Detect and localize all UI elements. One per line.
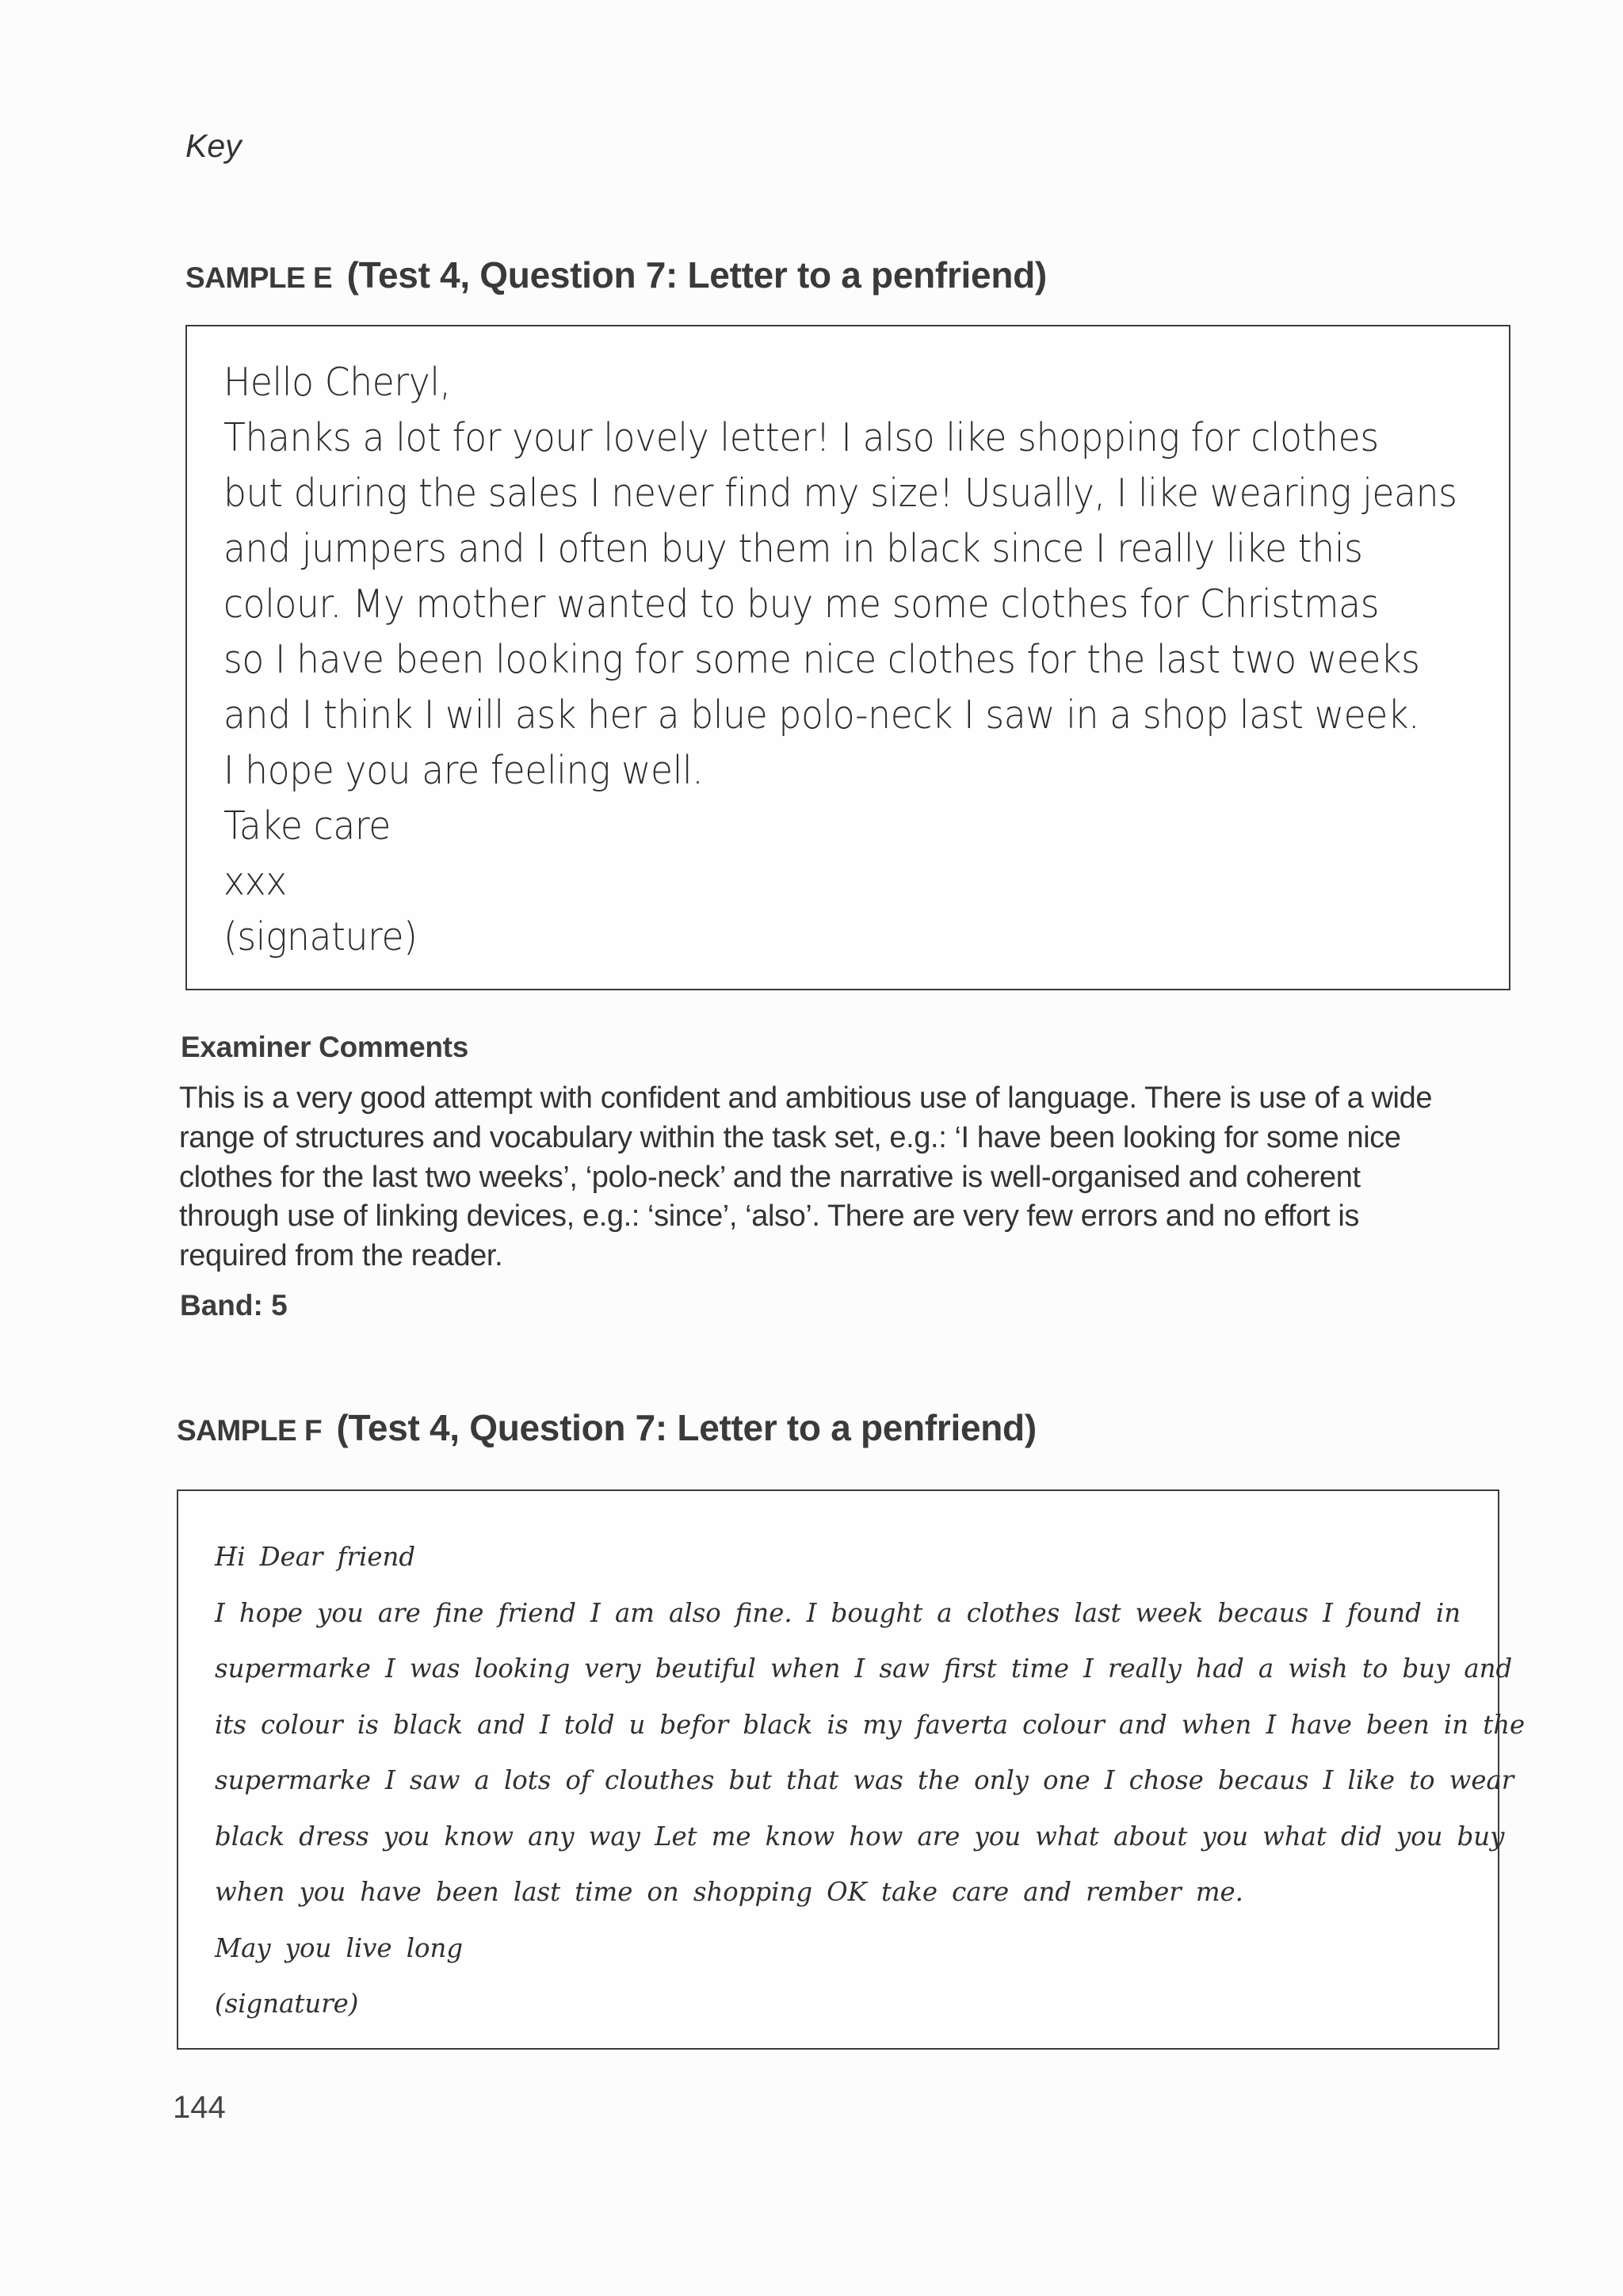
letter-line: its colour is black and I told u befor black is my faverta colour and when I have been in the	[215, 1708, 1526, 1740]
sample-f-title: (Test 4, Question 7: Letter to a penfriend)	[336, 1407, 1037, 1448]
comment-line: This is a very good attempt with confident and ambitious use of language. There is use of a wide	[179, 1081, 1433, 1115]
comment-line: required from the reader.	[179, 1239, 503, 1273]
sample-e-heading	[185, 251, 1047, 308]
letter-line: supermarke I saw a lots of clouthes but that was the only one I chose becaus I like to wear	[215, 1764, 1514, 1795]
comment-line: clothes for the last two weeks’, ‘polo-neck’ and the narrative is well-organised and coherent	[179, 1160, 1361, 1194]
letter-line: black dress you know any way Let me know how are you what about you what did you buy	[215, 1820, 1505, 1852]
sample-e-letter-text	[223, 355, 1457, 965]
comment-line: range of structures and vocabulary within the task set, e.g.: ‘I have been looking for some nice	[179, 1120, 1401, 1154]
comment-line: through use of linking devices, e.g.: ‘since’, ‘also’. There are very few errors and no effort is	[179, 1199, 1360, 1234]
sample-e-title: (Test 4, Question 7: Letter to a penfriend)	[346, 254, 1047, 296]
sample-e-label: SAMPLE E	[185, 261, 333, 294]
letter-line: supermarke I was looking very beutiful when I saw first time I really had a wish to buy and	[215, 1653, 1513, 1684]
letter-line: May you live long	[215, 1932, 464, 1963]
letter-line: so I have been looking for some nice clothes for the last two weeks	[223, 637, 1420, 682]
letter-line: when you have been last time on shopping OK take care and rember me.	[215, 1876, 1243, 1907]
letter-line: xxx	[223, 859, 287, 904]
sample-f-letter-box	[177, 1489, 1526, 2050]
examiner-comments-text	[179, 1079, 1526, 1276]
letter-line: I hope you are feeling well.	[223, 748, 704, 793]
examiner-comments-heading: Examiner Comments	[181, 1031, 468, 1063]
letter-line: but during the sales I never find my size! Usually, I like wearing jeans	[223, 471, 1457, 516]
letter-line: and I think I will ask her a blue polo-neck I saw in a shop last week.	[223, 692, 1420, 738]
letter-line: Hi Dear friend	[215, 1541, 416, 1572]
sample-f-heading	[177, 1404, 1037, 1461]
letter-line: (signature)	[223, 914, 418, 959]
letter-line: Take care	[223, 803, 391, 849]
sample-f-letter-text	[215, 1529, 1526, 2032]
letter-line: and jumpers and I often buy them in black since I really like this	[223, 526, 1363, 571]
sample-f-label: SAMPLE F	[177, 1414, 323, 1447]
sample-e-letter-box	[185, 325, 1510, 990]
letter-line: (signature)	[215, 1988, 359, 2019]
letter-line: I hope you are fine friend I am also fine. I bought a clothes last week becaus I found in	[215, 1596, 1461, 1628]
page-number: 144	[173, 2090, 226, 2125]
band-score: Band: 5	[180, 1289, 288, 1322]
letter-line: colour. My mother wanted to buy me some clothes for Christmas	[223, 582, 1380, 627]
running-head: Key	[185, 128, 242, 164]
letter-line: Thanks a lot for your lovely letter! I also like shopping for clothes	[223, 415, 1379, 460]
letter-line: Hello Cheryl,	[223, 360, 451, 405]
